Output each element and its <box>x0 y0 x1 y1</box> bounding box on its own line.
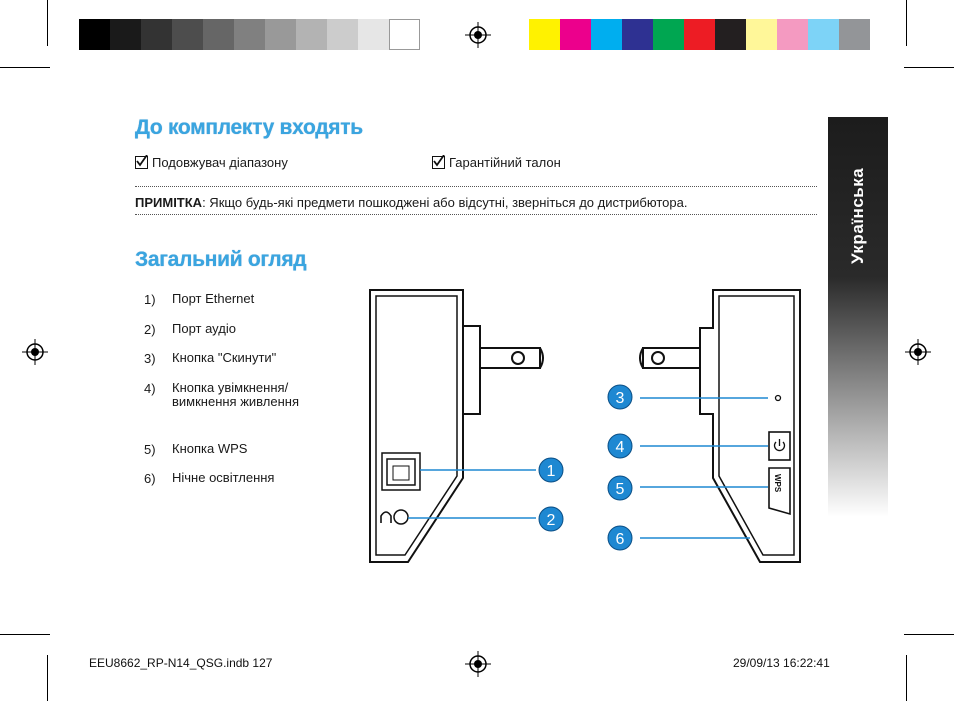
svg-text:5: 5 <box>615 481 625 498</box>
footer-timestamp: 29/09/13 16:22:41 <box>733 656 830 670</box>
registration-mark-icon <box>465 22 491 48</box>
color-swatch <box>110 19 141 50</box>
list-item: 3) Кнопка "Скинути" <box>144 350 277 366</box>
svg-text:2: 2 <box>546 512 556 529</box>
callout-1 <box>539 458 563 482</box>
package-item-label: Гарантійний талон <box>449 155 561 170</box>
note-text: : Якщо будь-які предмети пошкоджені або відсутні, зверніться до дистрибютора. <box>202 195 688 210</box>
color-swatch <box>172 19 203 50</box>
crop-mark <box>904 67 954 68</box>
crop-mark <box>47 655 48 701</box>
color-swatch <box>839 19 870 50</box>
color-swatch <box>358 19 389 50</box>
wps-label: WPS <box>773 474 782 493</box>
dotted-divider <box>135 186 817 187</box>
footer-file-info: EEU8662_RP-N14_QSG.indb 127 <box>89 656 273 670</box>
note <box>135 195 687 210</box>
color-swatch <box>622 19 653 50</box>
device-right-view <box>640 290 800 562</box>
registration-mark-icon <box>22 339 48 365</box>
package-contents-heading: До комплекту входять <box>135 116 363 139</box>
color-swatch <box>560 19 591 50</box>
svg-text:1: 1 <box>546 463 556 480</box>
registration-mark-icon <box>465 651 491 677</box>
list-item: 5) Кнопка WPS <box>144 441 248 457</box>
color-swatch <box>141 19 172 50</box>
color-swatch <box>296 19 327 50</box>
color-swatch <box>203 19 234 50</box>
callout-5 <box>608 476 632 500</box>
overview-heading: Загальний огляд <box>135 248 307 271</box>
language-tab-label: Українська <box>848 167 867 265</box>
color-swatch <box>746 19 777 50</box>
crop-mark <box>0 634 50 635</box>
color-swatch <box>389 19 420 50</box>
list-item: 6) Нічне освітлення <box>144 470 275 486</box>
svg-text:4: 4 <box>615 439 625 456</box>
crop-mark <box>906 0 907 46</box>
color-swatch <box>327 19 358 50</box>
dotted-divider <box>135 214 817 215</box>
crop-mark <box>0 67 50 68</box>
color-swatch <box>79 19 110 50</box>
package-item <box>432 155 561 170</box>
checkmark-icon <box>135 156 148 169</box>
list-item: 2) Порт аудіо <box>144 321 236 337</box>
color-swatch <box>777 19 808 50</box>
color-swatch <box>234 19 265 50</box>
color-swatch <box>529 19 560 50</box>
callout-4 <box>608 434 632 458</box>
color-swatch <box>715 19 746 50</box>
color-swatch <box>808 19 839 50</box>
crop-mark <box>906 655 907 701</box>
svg-text:3: 3 <box>615 390 625 407</box>
callout-3 <box>608 385 632 409</box>
device-left-view <box>370 290 543 562</box>
crop-mark <box>47 0 48 46</box>
package-item-label: Подовжувач діапазону <box>152 155 288 170</box>
list-item: 4) Кнопка увімкнення/вимкнення живлення <box>144 380 299 409</box>
crop-mark <box>904 634 954 635</box>
color-swatch <box>265 19 296 50</box>
color-swatch <box>591 19 622 50</box>
note-label: ПРИМІТКА <box>135 195 203 210</box>
color-swatch <box>653 19 684 50</box>
color-swatch <box>684 19 715 50</box>
callout-6 <box>608 526 632 550</box>
callout-2 <box>539 507 563 531</box>
device-diagram <box>360 280 810 570</box>
registration-mark-icon <box>905 339 931 365</box>
list-item: 1) Порт Ethernet <box>144 291 255 307</box>
package-item <box>135 155 288 170</box>
svg-text:6: 6 <box>615 531 625 548</box>
checkmark-icon <box>432 156 445 169</box>
